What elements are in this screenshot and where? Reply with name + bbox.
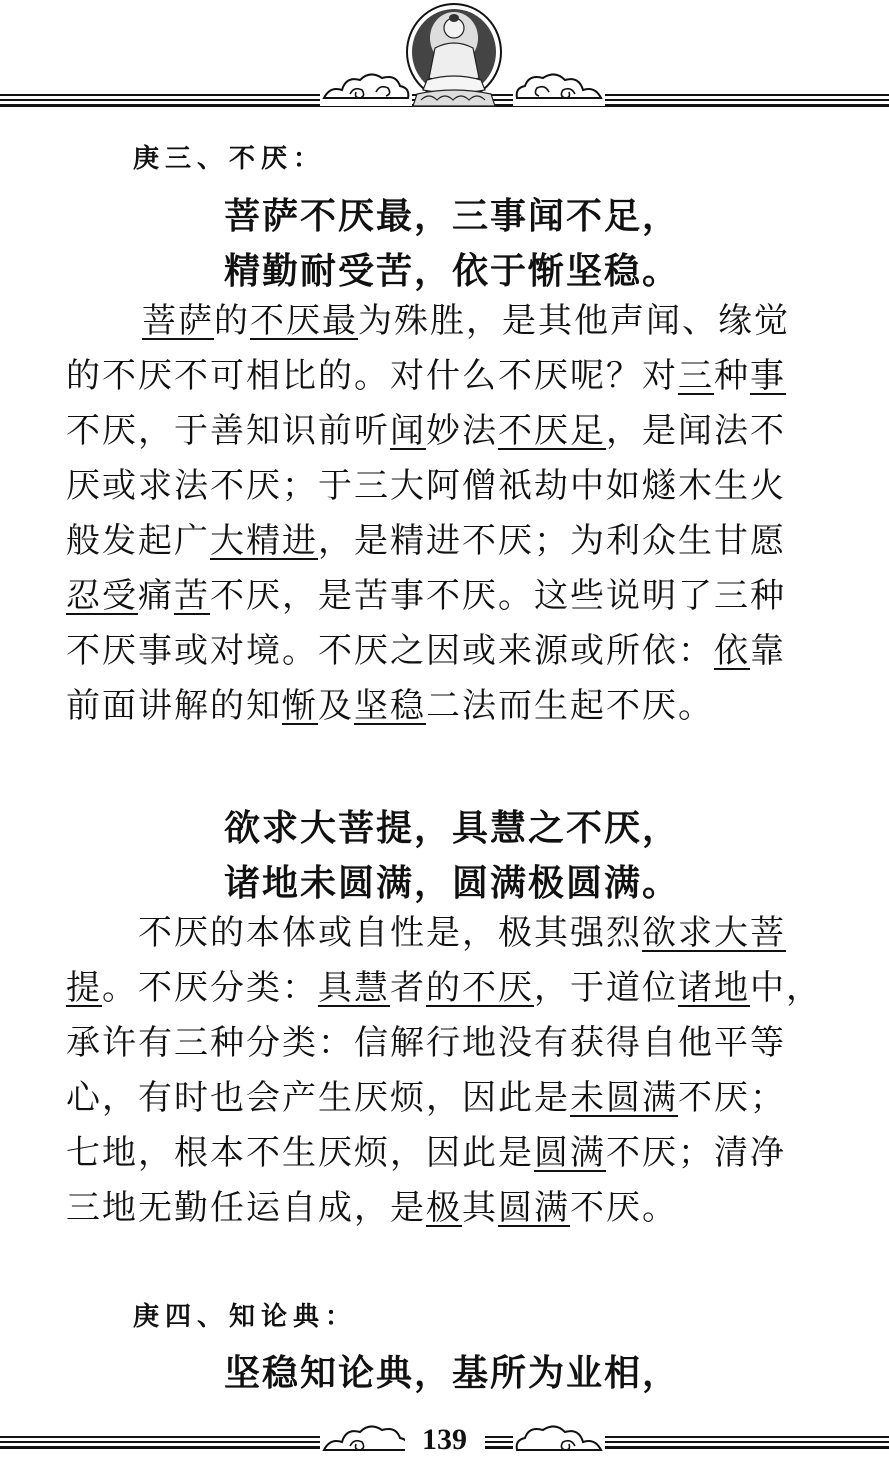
text-run: 前面讲解的知 (66, 686, 282, 726)
verse-line-4: 诸地未圆满，圆满极圆满。 (224, 863, 681, 904)
paragraph-line (66, 1071, 856, 1126)
underlined-term: 的不厌 (426, 968, 534, 1008)
underlined-term: 圆满 (534, 1133, 606, 1173)
text-run: ，是精进不厌；为利众生甘愿 (318, 521, 786, 561)
underlined-term: 足 (570, 411, 606, 451)
underlined-term: 大精进 (210, 521, 318, 561)
text-run: 不厌； (678, 1078, 786, 1118)
text-run: 种 (714, 356, 750, 396)
text-run: 心，有时也会产生厌烦，因此是 (66, 1078, 570, 1118)
page-header (0, 0, 889, 118)
underlined-term: 诸地 (678, 968, 750, 1008)
paragraph-line (66, 1181, 856, 1236)
text-run: 不厌的本体或自性是，极其强烈 (66, 913, 642, 953)
text-run: 的 (214, 301, 250, 341)
underlined-term: 三 (678, 356, 714, 396)
cloud-scroll-icon (320, 66, 412, 106)
text-run: 靠 (750, 631, 786, 671)
commentary-paragraph-1 (66, 294, 856, 734)
underlined-term: 欲求大菩 (642, 913, 786, 953)
underlined-term: 极 (426, 1188, 462, 1228)
underlined-term: 苦 (174, 576, 210, 616)
paragraph-line (66, 349, 856, 404)
text-run: 厌或求法不厌；于三大阿僧祇劫中如燧木生火 (66, 466, 786, 506)
text-run: 二法而生起不厌。 (426, 686, 714, 726)
underlined-term: 事 (750, 356, 786, 396)
paragraph-line (66, 906, 856, 961)
paragraph-line (66, 514, 856, 569)
text-run: 的不厌不可相比的。对什么不厌呢？对 (66, 356, 678, 396)
paragraph-line (66, 294, 856, 349)
text-run: 不厌。 (570, 1188, 678, 1228)
paragraph-line (66, 1016, 856, 1071)
underlined-term: 提 (66, 968, 102, 1008)
text-run: 为殊胜，是其他声闻、缘觉 (358, 301, 790, 341)
underlined-term: 坚稳 (354, 686, 426, 726)
text-run: 痛 (138, 576, 174, 616)
underlined-term: 具慧 (318, 968, 390, 1008)
section-title-geng-san: 庚三、不厌： (133, 144, 326, 174)
buddha-figure-icon (405, 2, 503, 110)
paragraph-line (66, 624, 856, 679)
underlined-term: 圆满 (498, 1188, 570, 1228)
underlined-term: 不厌最 (250, 301, 358, 341)
underlined-term: 忍受 (66, 576, 138, 616)
text-run: 。不厌分类： (102, 968, 318, 1008)
commentary-paragraph-2 (66, 906, 856, 1236)
section-title-geng-si: 庚四、知论典： (133, 1302, 358, 1332)
text-run: 及 (318, 686, 354, 726)
underlined-term: 依 (714, 631, 750, 671)
paragraph-line (66, 569, 856, 624)
text-run: 不厌事或对境。不厌之因或来源或所依： (66, 631, 714, 671)
text-run: 承许有三种分类：信解行地没有获得自他平等 (66, 1023, 786, 1063)
text-run: 不厌，于善知识前听 (66, 411, 390, 451)
text-run: 中， (750, 968, 822, 1008)
paragraph-line (66, 961, 856, 1016)
text-run: 不厌；清净 (606, 1133, 786, 1173)
underlined-term: 菩萨 (142, 301, 214, 341)
paragraph-line (66, 459, 856, 514)
underlined-term: 惭 (282, 686, 318, 726)
page-number: 139 (422, 1423, 467, 1456)
paragraph-line (66, 1126, 856, 1181)
text-run: ，于道位 (534, 968, 678, 1008)
text-run: 般发起广 (66, 521, 210, 561)
verse-line-5: 坚稳知论典，基所为业相， (224, 1353, 681, 1394)
paragraph-line (66, 404, 856, 459)
paragraph-line (66, 679, 856, 734)
underlined-term: 未圆满 (570, 1078, 678, 1118)
text-run: 七地，根本不生厌烦，因此是 (66, 1133, 534, 1173)
underlined-term: 不厌 (498, 411, 570, 451)
cloud-scroll-icon (513, 66, 605, 106)
verse-line-3: 欲求大菩提，具慧之不厌， (224, 808, 681, 849)
text-run: 者 (390, 968, 426, 1008)
text-run: 其 (462, 1188, 498, 1228)
text-run: ，是闻法不 (606, 411, 786, 451)
underlined-term: 闻 (390, 411, 426, 451)
text-run: 妙法 (426, 411, 498, 451)
text-run: 三地无勤任运自成，是 (66, 1188, 426, 1228)
text-run: 不厌，是苦事不厌。这些说明了三种 (210, 576, 786, 616)
verse-line-1: 菩萨不厌最，三事闻不足， (224, 196, 681, 237)
verse-line-2: 精勤耐受苦，依于惭坚稳。 (224, 251, 681, 292)
